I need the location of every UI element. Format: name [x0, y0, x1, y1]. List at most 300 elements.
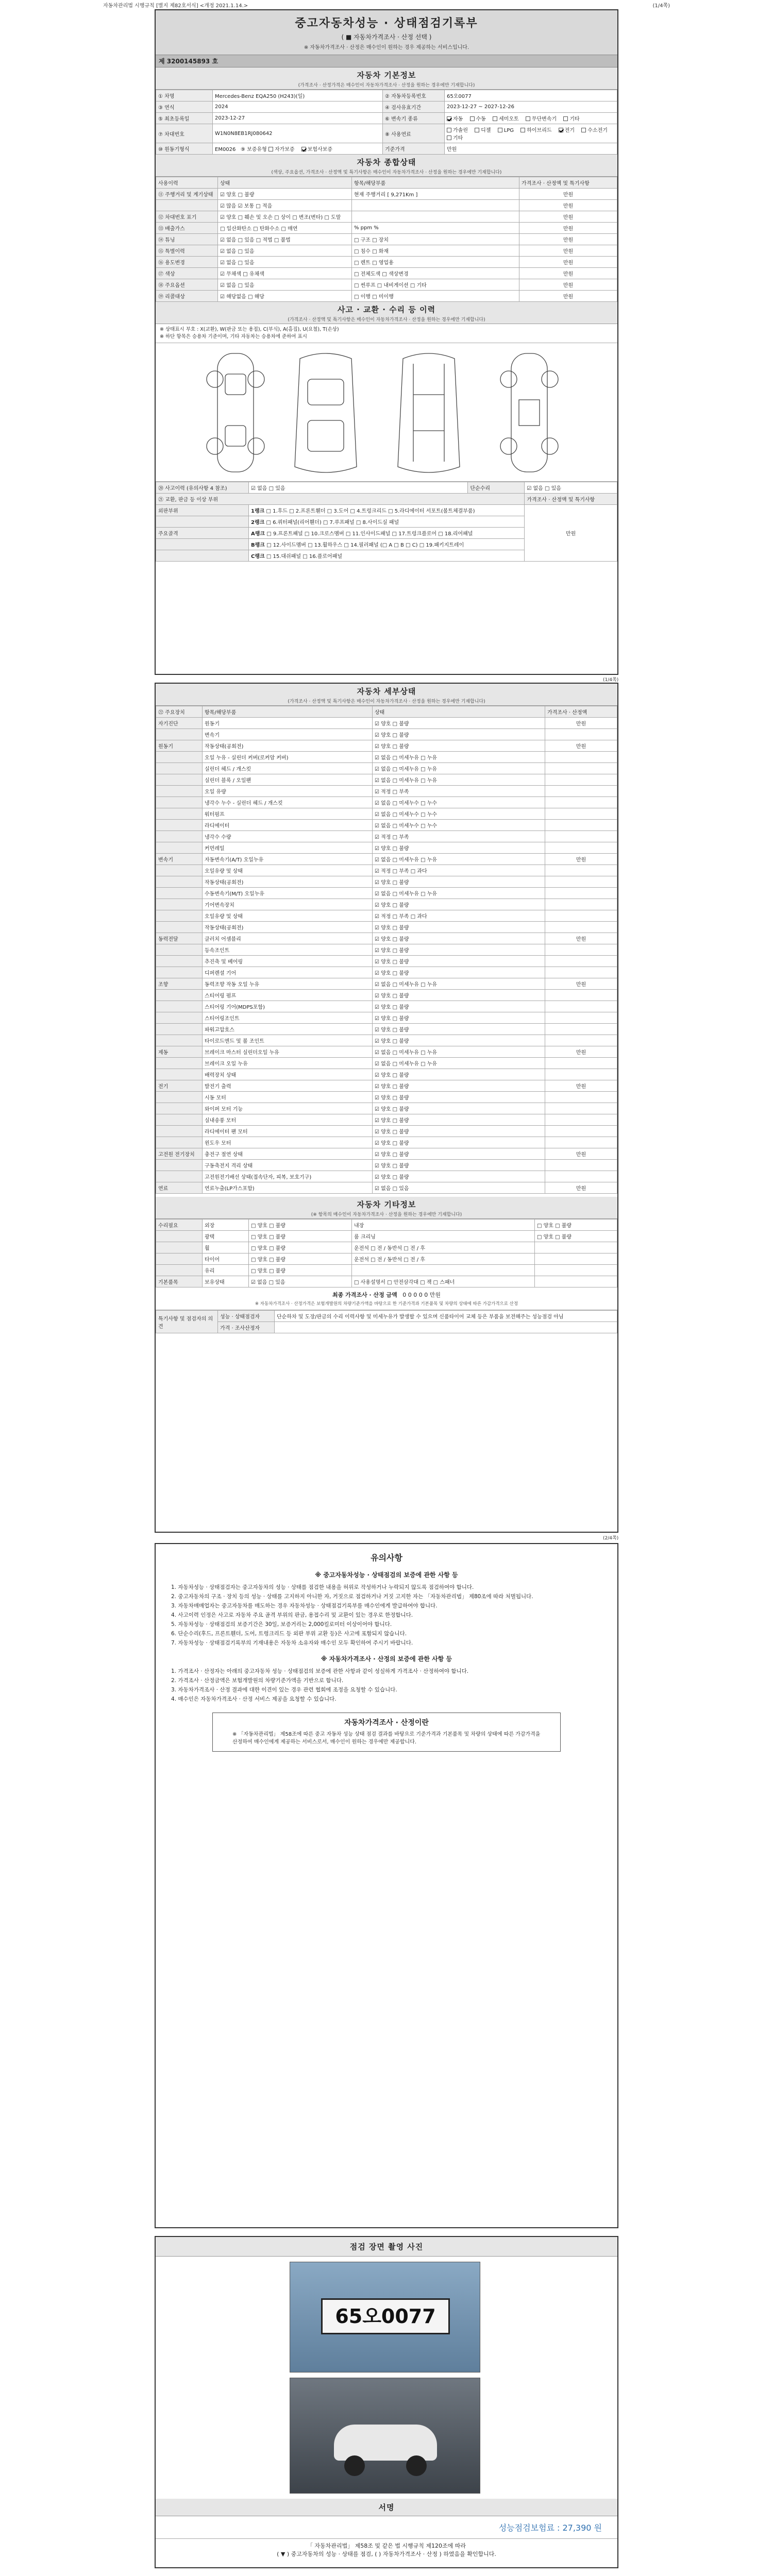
row-item: 오일유량 및 상태 — [203, 910, 373, 922]
trans-options — [445, 113, 617, 124]
row-price — [545, 1024, 617, 1035]
checkbox-icon — [520, 128, 525, 132]
table-row — [156, 967, 617, 978]
row-group — [156, 1069, 203, 1080]
photo-area — [156, 2257, 617, 2499]
spec2 — [275, 1322, 617, 1333]
overall-sub: (색상, 주요옵션, 가격조사 · 산정액 및 특기사항은 매수인이 자동차가격조사 · 산정을 원하는 경우에만 기재합니다) — [271, 170, 502, 175]
row-price: 만원 — [545, 933, 617, 944]
row-item: 자동변속기(A/T) 오일누유 — [203, 854, 373, 865]
row-item: 추진축 및 베어링 — [203, 956, 373, 967]
row-detail: □ 침수 □ 화재 — [352, 245, 519, 257]
q3-label: ㉑ 교환, 판금 등 이상 부위 — [156, 494, 525, 505]
overall-title: 자동차 종합상태 — [357, 158, 416, 167]
col-header: 상태 — [373, 706, 545, 718]
row-price — [545, 1114, 617, 1126]
row-state: ☑ 없음 □ 미세누유 □ 누유 — [373, 888, 545, 899]
row-item: 윈도우 모터 — [203, 1137, 373, 1148]
row-group — [156, 1001, 203, 1012]
final-price: 0 0 0 0 0 만원 — [402, 1292, 441, 1298]
table-row — [156, 786, 617, 797]
wheel-icon — [406, 2455, 427, 2476]
other-cell — [535, 1276, 617, 1287]
row-group: 변속기 — [156, 854, 203, 865]
row-state: ☑ 양호 □ 불량 — [373, 967, 545, 978]
checkbox-icon — [526, 116, 530, 121]
table-row — [156, 211, 617, 223]
row-price: 만원 — [545, 1046, 617, 1058]
col-header: 사용이력 — [156, 177, 218, 189]
notice-item: 3. 자동차매매업자는 중고자동차를 매도하는 경우 자동차성능 · 상태점검기록부를 매수인에게 발급하여야 합니다. — [171, 1603, 438, 1609]
row-item: 발전기 출력 — [203, 1080, 373, 1092]
row-group — [156, 797, 203, 808]
trans-opt-label: 세미오토 — [499, 116, 519, 122]
footer-line-2: ( ▼ ) 중고자동차의 성능 · 상태를 점검, ( ) 자동차가격조사 · 산정 ) 하였음을 확인합니다. — [277, 2551, 496, 2557]
row-group — [156, 876, 203, 888]
spec1: 단순하차 및 도장/판금의 수리 이력사항 및 미세누유가 발생할 수 있으며 신품타이어 교체 등은 부품을 보전해주는 성능점검 아님 — [275, 1311, 617, 1322]
row-item: 브레이크 마스터 실린더오일 누유 — [203, 1046, 373, 1058]
row-item: 작동상태(공회전) — [203, 922, 373, 933]
document-number: 제 3200145893 호 — [156, 55, 617, 67]
row-label: ⑱ 주요옵션 — [156, 279, 218, 291]
car-top-view-icon — [295, 353, 357, 472]
table-row — [156, 189, 617, 200]
notice-item-2: 1. 가격조사 · 산정자는 아래의 중고자동차 성능 · 상태점검의 보증에 관한 사항과 같이 성실하게 가격조사 · 산정하여야 합니다. — [171, 1668, 469, 1674]
row-state: ☑ 없음 □ 미세누수 □ 누수 — [373, 797, 545, 808]
row-state: ☑ 양호 □ 불량 — [373, 718, 545, 729]
row-price — [545, 1035, 617, 1046]
other-cell: 광택 — [203, 1231, 249, 1242]
checkbox-icon — [581, 128, 586, 132]
other-cell: ☑ 없음 □ 있음 — [249, 1276, 352, 1287]
rank2-items: □ 6.쿼터패널(리어휀더) □ 7.루프패널 □ 8.사이드실 패널 — [266, 520, 399, 526]
other-cell — [535, 1253, 617, 1265]
notice-page — [155, 1543, 618, 2228]
detail-title-bar — [156, 684, 617, 706]
table-row — [156, 1148, 617, 1160]
table-row — [156, 1035, 617, 1046]
other-cell: □ 사용설명서 □ 안전삼각대 □ 잭 □ 스패너 — [352, 1276, 535, 1287]
table-row — [156, 899, 617, 910]
table-row — [156, 234, 617, 245]
row-item: 배력장치 상태 — [203, 1069, 373, 1080]
row-label: ⑪ 주행거리 및 계기상태 — [156, 189, 218, 200]
trans-opt-label: 무단변속기 — [531, 116, 557, 122]
row-group — [156, 752, 203, 763]
row-group — [156, 842, 203, 854]
row-group — [156, 1103, 203, 1114]
row-group: 제동 — [156, 1046, 203, 1058]
row-item: 클러치 어셈블리 — [203, 933, 373, 944]
row-group — [156, 1092, 203, 1103]
row-group — [156, 1114, 203, 1126]
q2-label: 단순수리 — [468, 482, 525, 494]
table-row — [156, 1160, 617, 1171]
fuel-opt-label: 디젤 — [481, 128, 491, 133]
row-item: 시동 모터 — [203, 1092, 373, 1103]
page-number: (2/4쪽) — [603, 1536, 619, 1541]
checkbox-icon — [563, 116, 568, 121]
detail-sub: (가격조사 · 산정액 및 특기사항은 매수인이 자동차가격조사 · 산정을 원하는 경우에만 기재합니다) — [288, 699, 485, 704]
row-state: ☑ 양호 □ 불량 — [373, 1001, 545, 1012]
row-price — [545, 808, 617, 820]
row-price — [545, 786, 617, 797]
row-price: 만원 — [519, 268, 617, 279]
fuel-opt — [498, 128, 514, 133]
table-row — [156, 1126, 617, 1137]
row-detail: □ 이행 □ 미이행 — [352, 291, 519, 302]
checkbox-icon — [475, 128, 479, 132]
notice-item: 4. 사고이력 인정은 사고로 자동차 주요 골격 부위의 판금, 용접수리 및 교환이 있는 경우로 한정합니다. — [171, 1612, 413, 1618]
other-cell: 수리필요 — [156, 1219, 203, 1231]
fuel-opt-label: LPG — [503, 128, 514, 133]
row-group — [156, 1160, 203, 1171]
row-group — [156, 774, 203, 786]
other-table — [156, 1219, 617, 1287]
row-group — [156, 1126, 203, 1137]
row-price: 만원 — [519, 200, 617, 211]
fuel-opt-label: 수소전기 — [587, 128, 608, 133]
table-row — [156, 1265, 617, 1276]
col-header: 항목/해당부품 — [352, 177, 519, 189]
row-item: 구동축전지 격리 상태 — [203, 1160, 373, 1171]
trans-opt-label: 자동 — [453, 116, 463, 122]
table-row — [156, 740, 617, 752]
row-item: 수동변속기(M/T) 오일누유 — [203, 888, 373, 899]
table-row — [156, 831, 617, 842]
row-price — [545, 899, 617, 910]
row-price — [545, 1137, 617, 1148]
spec1-label: 성능 · 상태점검자 — [218, 1311, 275, 1322]
row-item: 작동상태(공회전) — [203, 740, 373, 752]
row-group — [156, 831, 203, 842]
form-header-left: 자동차관리법 시행규칙 [별지 제82호서식] <개정 2021.1.14.> — [103, 3, 248, 9]
page-1 — [155, 9, 618, 675]
table-row — [156, 223, 617, 234]
row-price — [545, 729, 617, 740]
row-state: ☑ 양호 □ 불량 — [373, 740, 545, 752]
row-state: ☑ 양호 □ 불량 — [373, 1024, 545, 1035]
row-group: 원동기 — [156, 740, 203, 752]
accident-title-bar — [156, 302, 617, 324]
col-header: 가격조사 · 산정액 — [545, 706, 617, 718]
table-row — [156, 922, 617, 933]
row-detail: □ 썬루프 □ 내비게이션 □ 기타 — [352, 279, 519, 291]
row-price — [545, 1126, 617, 1137]
row-state: ☑ 양호 □ 불량 — [373, 899, 545, 910]
row-state: ☑ 무채색 □ 유채색 — [218, 268, 352, 279]
spec2-label: 가격 · 조사산정자 — [218, 1322, 275, 1333]
vin: W1N0N8EB1RJ080642 — [213, 124, 383, 143]
row-state: ☑ 없음 □ 있음 — [218, 257, 352, 268]
row-state: ☑ 해당없음 □ 해당 — [218, 291, 352, 302]
table-row — [156, 978, 617, 990]
row-detail: 현재 주행거리 [ 9,271Km ] — [352, 189, 519, 200]
period: 2023-12-27 ~ 2027-12-26 — [445, 101, 617, 113]
q1: ☑ 없음 □ 있음 — [249, 482, 468, 494]
row-group: 고전원 전기장치 — [156, 1148, 203, 1160]
table-row — [156, 268, 617, 279]
notice-item-2: 2. 가격조사 · 산정금액은 보험개발원의 차량기준가액을 기반으로 합니다. — [171, 1677, 344, 1684]
row-item: 연료누출(LP가스포함) — [203, 1182, 373, 1194]
row-state: ☑ 양호 □ 불량 — [373, 1092, 545, 1103]
year: 2024 — [213, 101, 383, 113]
table-row — [156, 774, 617, 786]
row-label — [156, 200, 218, 211]
row-item: 냉각수 누수 - 실린더 헤드 / 개스킷 — [203, 797, 373, 808]
fuel-opt-label: 기타 — [453, 135, 463, 141]
page-2 — [155, 683, 618, 1533]
table-row — [156, 1182, 617, 1194]
row-price — [545, 752, 617, 763]
rank1-row — [249, 505, 525, 516]
period-label: ④ 검사유효기간 — [383, 101, 445, 113]
row-state: ☑ 없음 □ 미세누수 □ 누수 — [373, 820, 545, 831]
other-cell: □ 양호 □ 불량 — [249, 1231, 352, 1242]
photo-title-bar — [156, 2237, 617, 2257]
row-item: 기어변속장치 — [203, 899, 373, 910]
other-cell: 타이어 — [203, 1253, 249, 1265]
table-row — [156, 1171, 617, 1182]
row-item: 스티어링 펌프 — [203, 990, 373, 1001]
row-item: 워터펌프 — [203, 808, 373, 820]
row-state: ☑ 없음 □ 미세누유 □ 누유 — [373, 854, 545, 865]
spec-label: 특기사항 및 점검자의 의견 — [156, 1311, 218, 1333]
notice-sub-2: ※ 자동차가격조사 · 산정의 보증에 관한 사항 등 — [321, 1655, 452, 1663]
row-price — [545, 1103, 617, 1114]
row-state: ☑ 없음 □ 미세누수 □ 누수 — [373, 808, 545, 820]
row-label: ⑲ 리콜대상 — [156, 291, 218, 302]
table-row — [156, 933, 617, 944]
row-item: 라디에이터 — [203, 820, 373, 831]
car-outline-diagram — [156, 343, 617, 482]
row-state: ☑ 적정 □ 부족 — [373, 831, 545, 842]
report-title: 중고자동차성능 · 상태점검기록부 — [295, 17, 478, 30]
row-group — [156, 956, 203, 967]
row-price: 만원 — [545, 740, 617, 752]
report-header — [156, 10, 617, 55]
checkbox-icon — [493, 116, 497, 121]
row-price: 만원 — [545, 1148, 617, 1160]
table-row — [156, 1231, 617, 1242]
row-price — [545, 831, 617, 842]
row-state: ☑ 양호 □ 불량 — [373, 876, 545, 888]
car-photo — [290, 2378, 480, 2494]
row-group: 조향 — [156, 978, 203, 990]
row-state: ☑ 양호 □ 훼손 및 오손 □ 상이 □ 변조(변타) □ 도말 — [218, 211, 352, 223]
table-row — [156, 854, 617, 865]
trans-opt-manual — [470, 116, 486, 122]
row-state: ☑ 양호 □ 불량 — [218, 189, 352, 200]
row-price — [545, 1058, 617, 1069]
basic-info-title-bar — [156, 67, 617, 90]
footer-text — [156, 2538, 617, 2558]
table-row — [156, 797, 617, 808]
car-diagram — [156, 343, 617, 482]
row-item: 등속조인트 — [203, 944, 373, 956]
trans-label: ⑥ 변속기 종류 — [383, 113, 445, 124]
other-cell: □ 양호 □ 불량 — [249, 1265, 352, 1276]
row-price — [545, 967, 617, 978]
col-header: 상태 — [218, 177, 352, 189]
notice-item-2: 3. 자동차가격조사 · 산정 결과에 대한 이견이 있는 경우 관련 협회에 조정을 요청할 수 있습니다. — [171, 1687, 397, 1693]
table-row — [156, 1092, 617, 1103]
row-group — [156, 865, 203, 876]
other-cell: 운전석 □ 전 / 동반석 □ 전 / 후 — [352, 1242, 535, 1253]
row-price — [545, 774, 617, 786]
trans-opt-cvt — [526, 116, 557, 122]
row-group — [156, 888, 203, 899]
sign-title: 서명 — [378, 2503, 395, 2512]
row-item: 스티어링 기어(MDPS포함) — [203, 1001, 373, 1012]
detail-title: 자동차 세부상태 — [357, 687, 416, 696]
row-item: 실린더 블록 / 오일팬 — [203, 774, 373, 786]
row-item: 라디에이터 팬 모터 — [203, 1126, 373, 1137]
car-body-icon — [334, 2425, 437, 2461]
row-price: 만원 — [519, 279, 617, 291]
row-state: ☑ 적정 □ 부족 □ 과다 — [373, 910, 545, 922]
col-header: 가격조사 · 산정액 및 특기사항 — [519, 177, 617, 189]
row-item: 브레이크 오일 누유 — [203, 1058, 373, 1069]
fuel-opt — [520, 128, 551, 133]
col-header: ㉒ 주요장치 — [156, 706, 203, 718]
c-rank-items: □ 15.대쉬패널 □ 16.플로어패널 — [266, 554, 343, 560]
table-row — [156, 1012, 617, 1024]
row-group — [156, 967, 203, 978]
overall-title-bar — [156, 155, 617, 177]
row-price — [545, 1160, 617, 1171]
checkbox-icon — [301, 147, 306, 151]
row-group — [156, 910, 203, 922]
footer-line-1: 「 자동차관리법」 제58조 및 같은 법 시행규칙 제120조에 따라 — [307, 2543, 466, 2549]
other-cell: 유리 — [203, 1265, 249, 1276]
row-state: ☑ 양호 □ 불량 — [373, 1126, 545, 1137]
row-state: ☑ 양호 □ 불량 — [373, 956, 545, 967]
car-name: Mercedes-Benz EQA250 (H243)(일) — [213, 90, 383, 101]
table-row — [156, 944, 617, 956]
table-row — [156, 257, 617, 268]
wheel-icon — [344, 2455, 365, 2476]
accident-legend: ※ 상태표시 부호 : X(교환), W(판금 또는 용접), C(부식), A(흠집), U(요철), T(손상) — [160, 327, 339, 332]
car-underbody-view-icon — [500, 353, 558, 472]
row-group — [156, 763, 203, 774]
row-price — [545, 1092, 617, 1103]
table-row — [156, 1219, 617, 1231]
row-price: 만원 — [519, 189, 617, 200]
rank1-items: □ 1.후드 □ 2.프론트휀더 □ 3.도어 □ 4.트렁크리드 □ 5.라디에이터 서포트(볼트체결부품) — [266, 509, 475, 514]
row-group — [156, 1024, 203, 1035]
accident-legend-2: ※ 하단 항목은 승용차 기준이며, 기타 자동차는 승용차에 준하여 표시 — [160, 334, 307, 340]
c-rank-row — [249, 550, 525, 562]
row-price — [545, 922, 617, 933]
row-state: ☑ 없음 □ 미세누유 □ 누유 — [373, 1058, 545, 1069]
row-state: ☑ 양호 □ 불량 — [373, 922, 545, 933]
row-label: ⑫ 차대번호 표기 — [156, 211, 218, 223]
table-row — [156, 865, 617, 876]
row-state: ☑ 양호 □ 불량 — [373, 1171, 545, 1182]
table-row — [156, 718, 617, 729]
row-item: 냉각수 수량 — [203, 831, 373, 842]
notice-item: 1. 자동차성능 · 상태점검자는 중고자동차의 성능 · 상태를 점검한 내용을 허위로 작성하거나 누락되지 않도록 점검하여야 합니다. — [171, 1584, 474, 1590]
row-group — [156, 808, 203, 820]
row-state: □ 일산화탄소 □ 탄화수소 □ 매연 — [218, 223, 352, 234]
row-price: 만원 — [519, 291, 617, 302]
row-state: ☑ 양호 □ 불량 — [373, 1012, 545, 1024]
row-state: ☑ 없음 □ 미세누유 □ 누유 — [373, 774, 545, 786]
table-row — [156, 200, 617, 211]
row-item: 실내송풍 모터 — [203, 1114, 373, 1126]
frame-label: 주요골격 — [156, 528, 249, 539]
row-state: ☑ 없음 □ 있음 — [373, 1182, 545, 1194]
other-sub: (※ 항목의 매수인이 자동차가격조사 · 산정을 원하는 경우에만 기재합니다) — [311, 1212, 462, 1217]
row-label: ⑯ 용도변경 — [156, 257, 218, 268]
row-state: ☑ 양호 □ 불량 — [373, 990, 545, 1001]
row-state: ☑ 양호 □ 불량 — [373, 1114, 545, 1126]
car-side-view-icon — [207, 353, 264, 472]
row-detail: □ 전체도색 □ 색상변경 — [352, 268, 519, 279]
table-row — [156, 820, 617, 831]
row-label: ⑬ 배출가스 — [156, 223, 218, 234]
row-item: 고전원전기배선 상태(접속단자, 피복, 보호기구) — [203, 1171, 373, 1182]
checkbox-icon — [498, 128, 502, 132]
a-rank-label: A랭크 — [251, 531, 265, 537]
notice-title: 유의사항 — [371, 1553, 402, 1563]
row-price — [545, 842, 617, 854]
notice-sub-1: ※ 중고자동차성능 · 상태점검의 보증에 관한 사항 등 — [315, 1571, 458, 1579]
row-group: 연료 — [156, 1182, 203, 1194]
fuel-opt-label: 가솔린 — [453, 128, 468, 133]
table-row — [156, 1069, 617, 1080]
row-label: ⑭ 튜닝 — [156, 234, 218, 245]
table-row — [156, 1058, 617, 1069]
fuel-opt — [475, 128, 491, 133]
sign-title-bar — [156, 2499, 617, 2516]
warranty-opt-label: 보험사보증 — [307, 147, 333, 152]
row-detail: □ 구조 □ 장치 — [352, 234, 519, 245]
row-item: 와이퍼 모터 기능 — [203, 1103, 373, 1114]
detail-table — [156, 706, 617, 1194]
basic-info-table — [156, 90, 617, 155]
row-price — [545, 1069, 617, 1080]
table-row — [156, 876, 617, 888]
row-item: 오일 유량 — [203, 786, 373, 797]
notice-item: 5. 자동차성능 · 상태점검의 보증기간은 30일, 보증거리는 2,000킬로미터 이상이어야 합니다. — [171, 1621, 392, 1628]
row-item: 파워고압호스 — [203, 1024, 373, 1035]
row-group — [156, 729, 203, 740]
row-detail: □ 렌트 □ 영업용 — [352, 257, 519, 268]
car-frame-view-icon — [398, 353, 460, 472]
row-group — [156, 1058, 203, 1069]
row-state: ☑ 많음 ☑ 보통 □ 적음 — [218, 200, 352, 211]
row-state: ☑ 양호 □ 불량 — [373, 944, 545, 956]
row-item: 변속기 — [203, 729, 373, 740]
reg-no: 65오0077 — [445, 90, 617, 101]
col-header: 항목/해당부품 — [203, 706, 373, 718]
checkbox-icon — [447, 116, 451, 121]
trans-opt-label: 기타 — [569, 116, 580, 122]
row-state: ☑ 양호 □ 불량 — [373, 842, 545, 854]
table-row — [156, 910, 617, 922]
photo-page — [155, 2236, 618, 2568]
row-item: 커먼레일 — [203, 842, 373, 854]
fuel-opt — [559, 128, 575, 133]
other-cell — [156, 1231, 203, 1242]
row-price — [545, 944, 617, 956]
other-cell: □ 양호 □ 불량 — [249, 1219, 352, 1231]
notice-item: 7. 자동차성능 · 상태점검기록부의 기재내용은 자동차 소유자와 매수인 모두 확인하여 주시기 바랍니다. — [171, 1640, 413, 1646]
row-group — [156, 1137, 203, 1148]
trans-opt-etc — [563, 116, 579, 122]
